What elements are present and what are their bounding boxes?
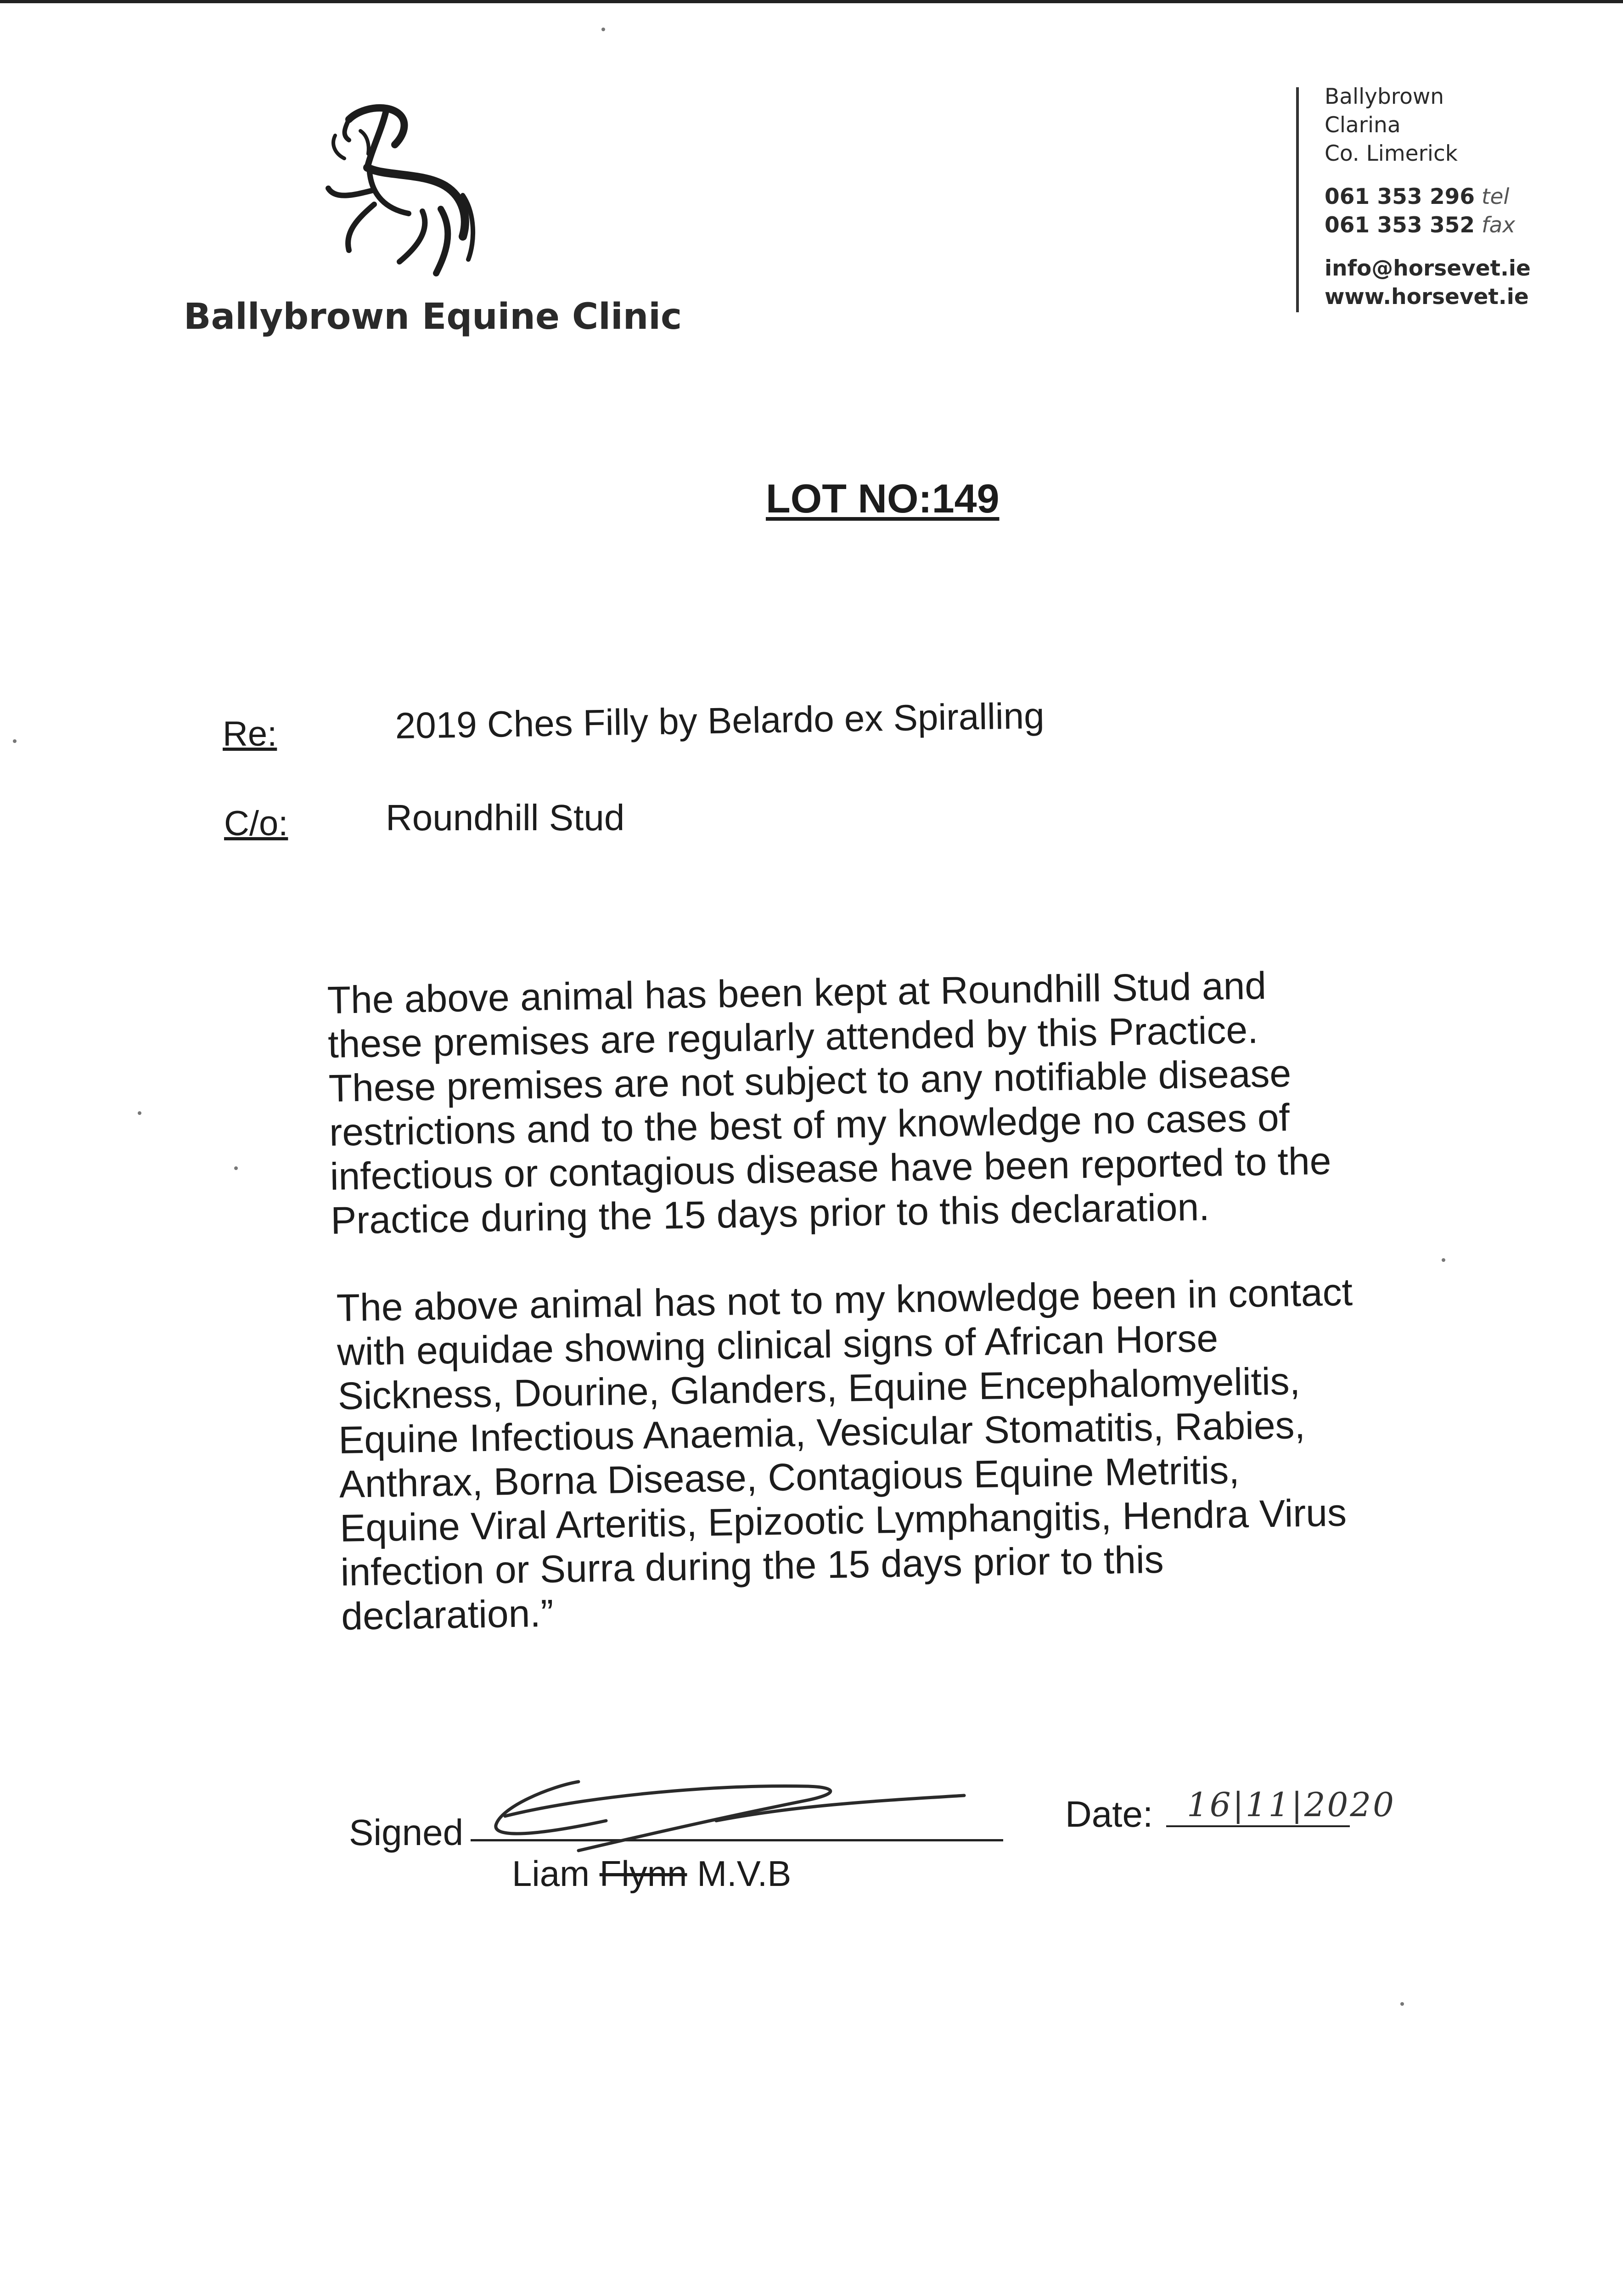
scan-speck [1442,1258,1445,1262]
tel-number: 061 353 296 [1325,184,1475,209]
scan-speck [234,1166,238,1170]
address-line-2: Clarina [1325,113,1401,138]
fax-number: 061 353 352 [1325,213,1475,238]
co-label: C/o: [224,804,288,843]
signer-surname: Flynn [599,1853,687,1894]
lot-number-title: LOT NO:149 [766,476,1000,521]
paragraph-premises [327,962,1364,1243]
tel-suffix: tel [1482,184,1510,209]
paragraph-line: these premises are regularly attended by this Practice. [327,1008,1259,1066]
re-label: Re: [223,715,277,754]
signer-name [512,1853,791,1895]
scan-speck [13,739,17,743]
signer-first-name: Liam [512,1853,600,1894]
co-value: Roundhill Stud [386,797,625,838]
website: www.horsevet.ie [1325,284,1529,310]
paragraph-line: restrictions and to the best of my knowledge no cases of [329,1096,1290,1154]
signer-qualification: M.V.B [687,1853,792,1894]
address-divider [1296,87,1299,312]
paragraph-line: The above animal has been kept at Roundhill Stud and [327,963,1267,1022]
paragraph-line: Practice during the 15 days prior to this declaration. [330,1185,1210,1242]
paragraph-line: Equine Infectious Anaemia, Vesicular Stomatitis, Rabies, [338,1403,1306,1462]
fax-line [1325,211,1531,240]
tel-line [1325,183,1531,211]
fax-suffix: fax [1482,213,1516,238]
paragraph-line: infectious or contagious disease have been reported to the [330,1139,1332,1198]
paragraph-line: The above animal has not to my knowledge been in contact [336,1270,1353,1329]
date-handwritten: 16|11|2020 [1187,1785,1396,1824]
paragraph-line: infection or Surra during the 15 days prior to this [340,1537,1164,1594]
address-line-1: Ballybrown [1325,84,1444,109]
scan-speck [138,1111,141,1115]
horse-logo-icon [317,103,482,282]
address-block [1325,83,1531,311]
scan-speck [1400,2002,1404,2006]
paragraph-line: declaration.” [341,1591,554,1638]
signed-label: Signed [349,1812,464,1853]
handwritten-signature [487,1766,992,1857]
email-address: info@horsevet.ie [1325,256,1531,281]
re-value: 2019 Ches Filly by Belardo ex Spiralling [395,695,1045,746]
paragraph-line: These premises are not subject to any notifiable disease [328,1052,1292,1110]
date-line [1166,1825,1350,1827]
paragraph-line: Equine Viral Arteritis, Epizootic Lymphangitis, Hendra Virus [339,1491,1347,1550]
clinic-name: Ballybrown Equine Clinic [184,296,682,338]
scan-speck [601,28,605,31]
paragraph-diseases [336,1270,1375,1638]
scan-top-edge [0,0,1623,3]
paragraph-line: Sickness, Dourine, Glanders, Equine Encephalomyelitis, [337,1359,1301,1418]
date-label: Date: [1065,1794,1153,1835]
paragraph-line: with equidae showing clinical signs of African Horse [337,1316,1219,1373]
address-line-3: Co. Limerick [1325,141,1458,166]
paragraph-line: Anthrax, Borna Disease, Contagious Equine Metritis, [339,1448,1240,1506]
